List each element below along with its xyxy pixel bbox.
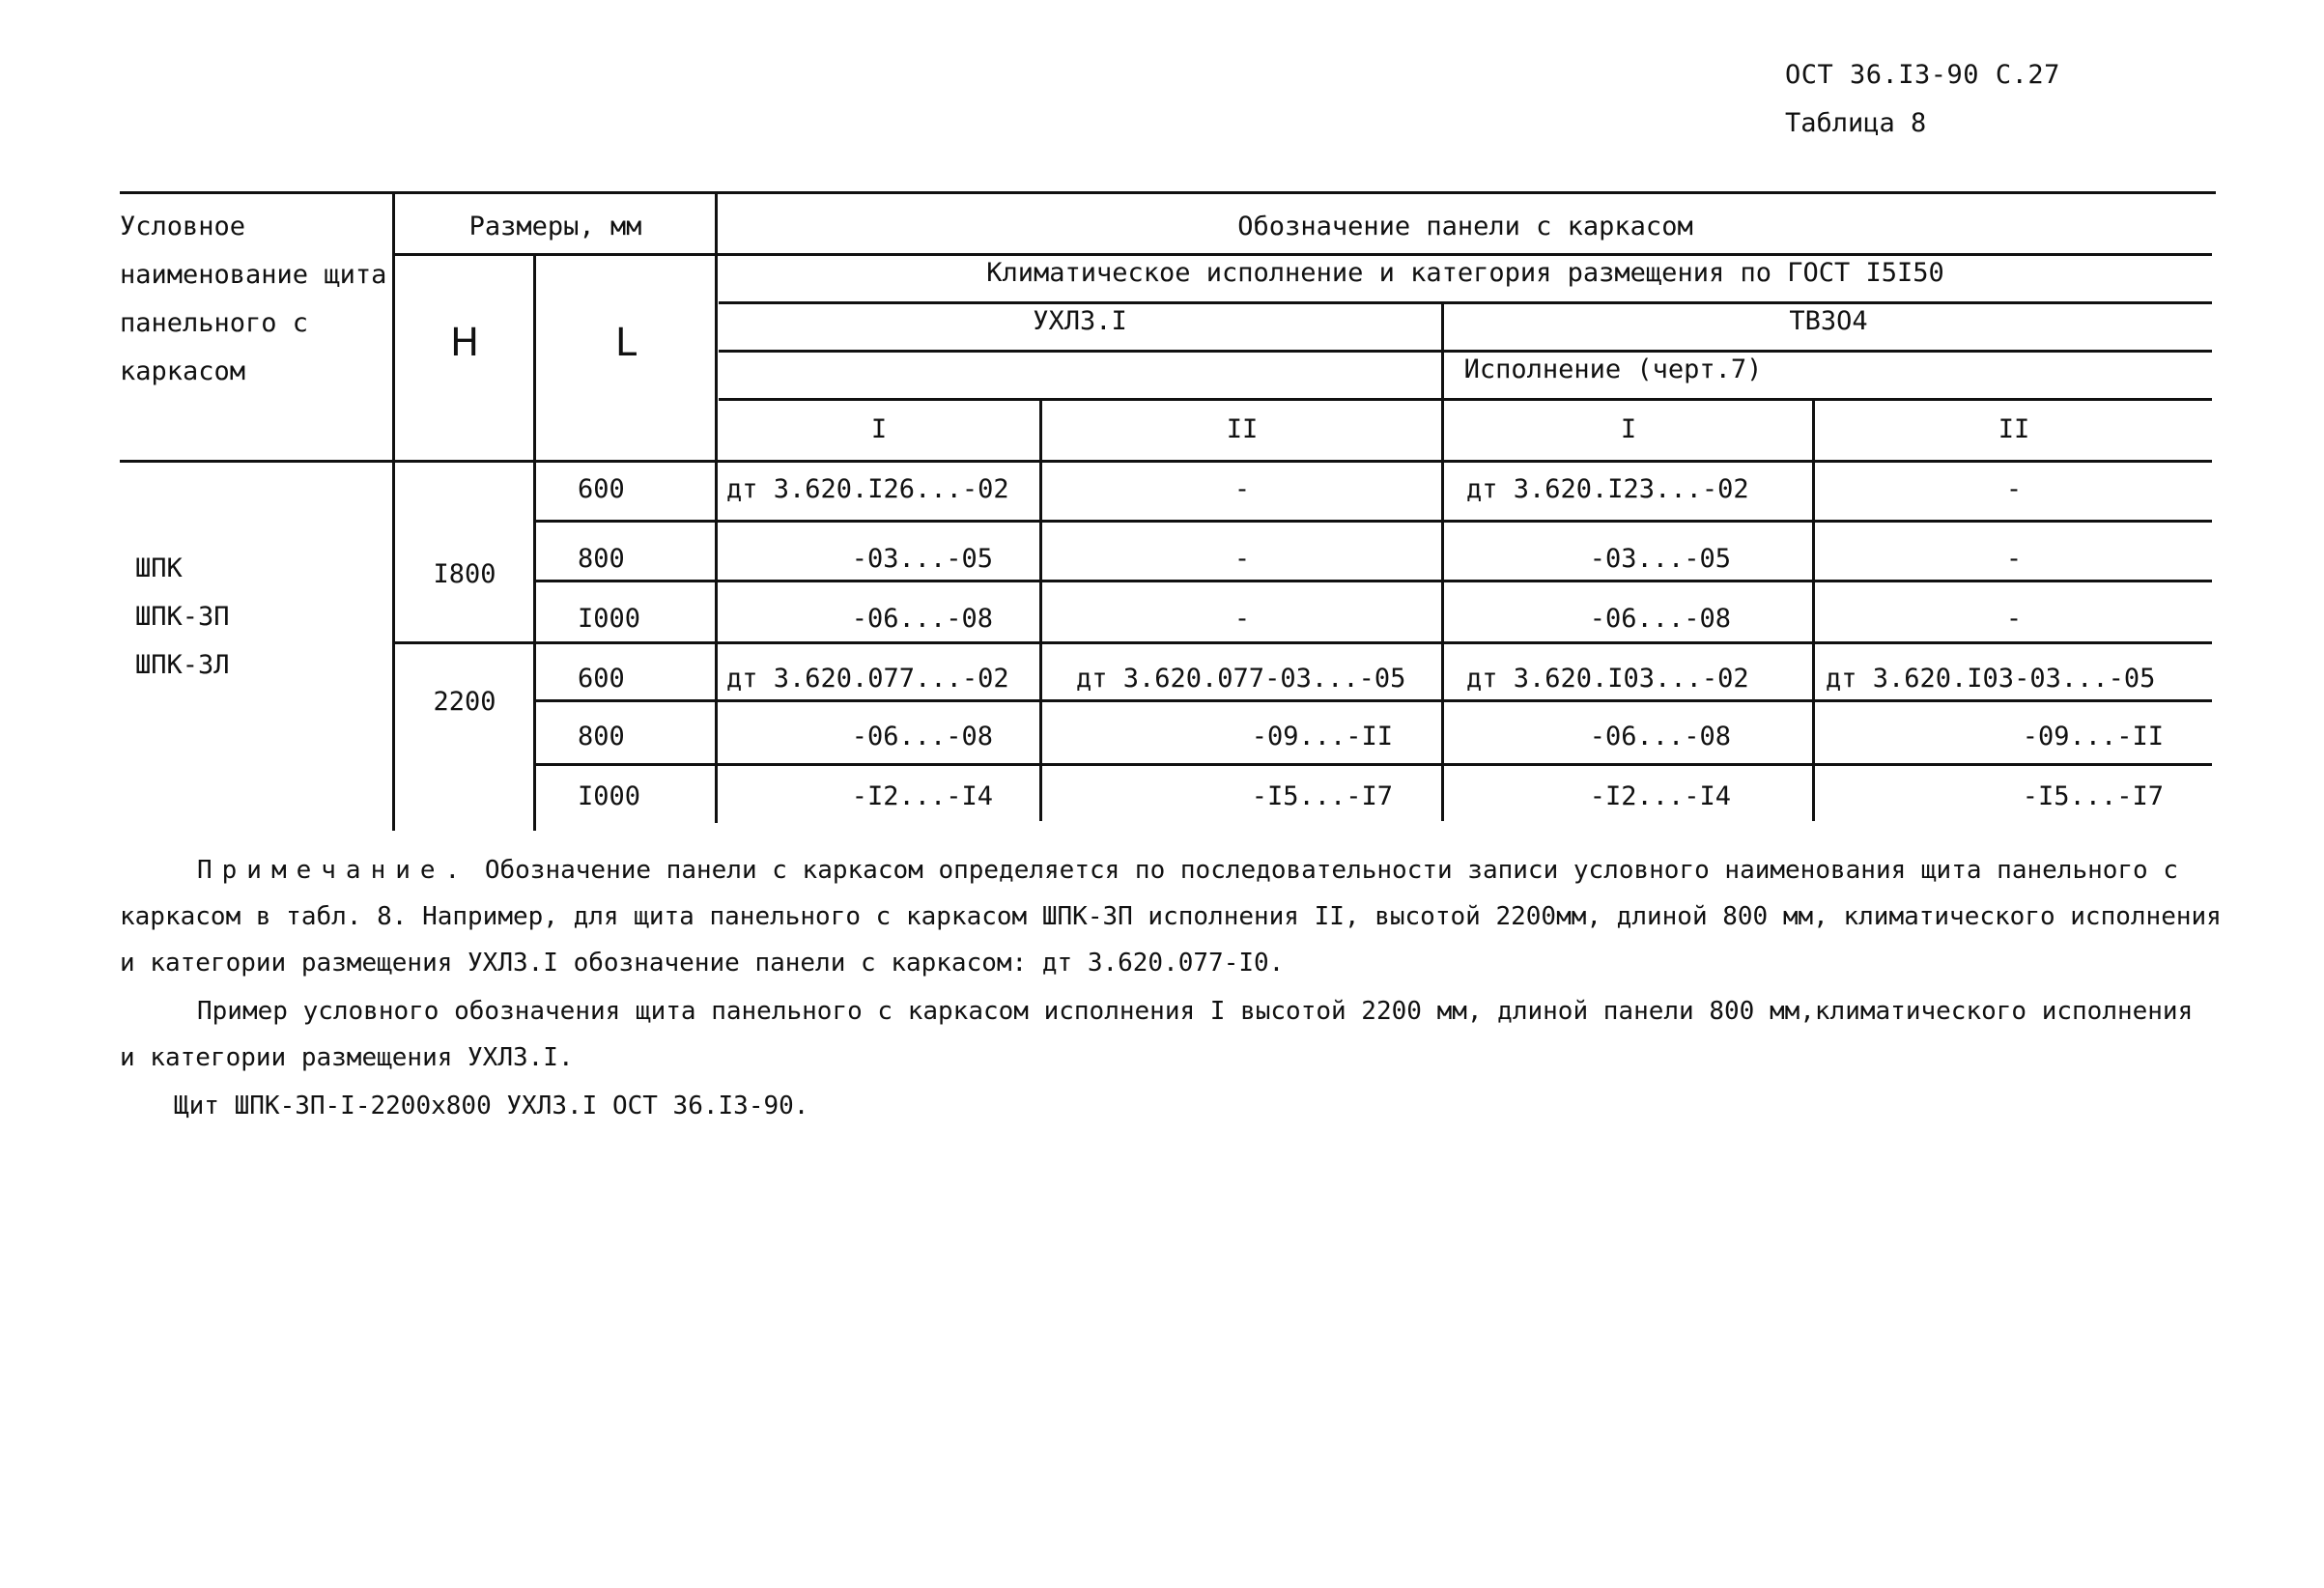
shield-name: ШПК-ЗП xyxy=(135,602,230,632)
table-cell: дт 3.620.077...-02 xyxy=(726,664,1009,694)
table-cell: -06...-08 xyxy=(1589,604,1731,634)
table-line xyxy=(535,580,2212,582)
length-value: 800 xyxy=(578,722,625,751)
exec-label: II xyxy=(1226,414,1259,444)
table-cell: дт 3.620.I03...-02 xyxy=(1466,664,1749,694)
climate-header: Климатическое исполнение и категория размещения по ГОСТ I5I50 xyxy=(986,258,1944,288)
table-title: Таблица 8 xyxy=(1785,108,1927,138)
table-cell: дт 3.620.I23...-02 xyxy=(1466,474,1749,504)
table-cell: -06...-08 xyxy=(851,604,993,634)
table-cell: -03...-05 xyxy=(851,544,993,574)
shield-name: ШПК xyxy=(135,553,183,583)
table-line xyxy=(719,253,2212,256)
note-label: Примечание. xyxy=(197,856,470,885)
note-line: и категории размещения УХЛ3.I обозначение панели с каркасом: дт 3.620.077-I0. xyxy=(120,949,1285,978)
height-value: 2200 xyxy=(433,687,496,717)
h-header: H xyxy=(449,321,480,365)
table-line xyxy=(535,699,2212,702)
table-vline xyxy=(715,193,718,823)
table-vline xyxy=(392,193,395,831)
table-cell: - xyxy=(2005,474,2023,504)
height-value: I800 xyxy=(433,559,496,589)
table-line xyxy=(535,520,2212,523)
document-reference: ОСТ 36.I3-90 С.27 xyxy=(1785,60,2060,90)
table-cell: - xyxy=(1233,604,1251,634)
table-cell: -I2...-I4 xyxy=(851,781,993,811)
table-cell: - xyxy=(1233,474,1251,504)
table-cell: дт 3.620.I03-03...-05 xyxy=(1826,664,2156,694)
example-line: и категории размещения УХЛ3.I. xyxy=(120,1043,574,1072)
table-cell: дт 3.620.077-03...-05 xyxy=(1076,664,1406,694)
length-value: 600 xyxy=(578,474,625,504)
table-cell: -06...-08 xyxy=(1589,722,1731,751)
col-name-header-line: каркасом xyxy=(120,356,246,386)
exec-label: II xyxy=(1998,414,2030,444)
table-cell: - xyxy=(1233,544,1251,574)
note-text: Обозначение панели с каркасом определяется по последовательности записи условного наименования щита панельного с xyxy=(469,856,2179,885)
table-cell: -06...-08 xyxy=(851,722,993,751)
table-cell: - xyxy=(2005,544,2023,574)
execution-header: Исполнение (черт.7) xyxy=(1463,354,1763,384)
table-line xyxy=(394,253,719,256)
table-cell: -03...-05 xyxy=(1589,544,1731,574)
table-cell: дт 3.620.I26...-02 xyxy=(726,474,1009,504)
note-line: каркасом в табл. 8. Например, для щита панельного с каркасом ШПК-ЗП исполнения II, высотой 2200мм, длиной 800 мм, климатического исполнения xyxy=(120,902,2222,931)
length-value: 600 xyxy=(578,664,625,694)
l-header: L xyxy=(614,321,638,365)
length-value: 800 xyxy=(578,544,625,574)
designation-header: Обозначение панели с каркасом xyxy=(1237,212,1693,241)
table-cell: -I5...-I7 xyxy=(2022,781,2164,811)
col-name-header-line: наименование щита xyxy=(120,260,387,290)
climate-category-1: УХЛ3.I xyxy=(1033,306,1127,336)
table-cell: -09...-II xyxy=(2022,722,2164,751)
table-cell: -I5...-I7 xyxy=(1251,781,1393,811)
col-name-header-line: Условное xyxy=(120,212,246,241)
note-line xyxy=(197,854,2178,887)
exec-label: I xyxy=(870,414,888,444)
example-line: Пример условного обозначения щита панельного с каркасом исполнения I высотой 2200 мм, длиной панели 800 мм,климатического исполнения xyxy=(197,997,2194,1026)
exec-label: I xyxy=(1620,414,1637,444)
table-cell: -I2...-I4 xyxy=(1589,781,1731,811)
table-line xyxy=(719,398,2212,401)
table-vline xyxy=(533,253,536,831)
table-vline xyxy=(1039,398,1042,821)
table-cell: -09...-II xyxy=(1251,722,1393,751)
col-name-header-line: панельного с xyxy=(120,308,309,338)
example-designation: Щит ШПК-ЗП-I-2200х800 УХЛ3.I ОСТ 36.I3-90. xyxy=(174,1092,809,1120)
table-line xyxy=(535,763,2212,766)
length-value: I000 xyxy=(578,781,641,811)
table-top-line xyxy=(120,191,2216,194)
table-line xyxy=(394,641,2212,644)
table-line xyxy=(719,301,2212,304)
table-vline xyxy=(1812,398,1815,821)
table-header-bottom-line xyxy=(120,460,2212,463)
sizes-header: Размеры, мм xyxy=(468,212,642,241)
shield-name: ШПК-ЗЛ xyxy=(135,650,230,680)
climate-category-2: ТВ3О4 xyxy=(1789,306,1868,336)
length-value: I000 xyxy=(578,604,641,634)
table-line xyxy=(719,350,2212,353)
table-cell: - xyxy=(2005,604,2023,634)
